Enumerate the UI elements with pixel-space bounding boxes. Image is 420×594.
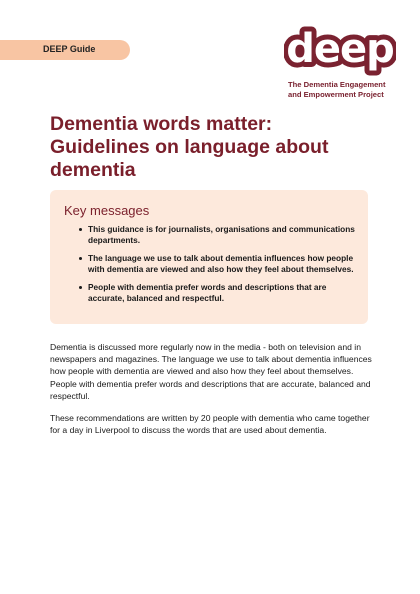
deep-logo-subtitle-line1: The Dementia Engagement — [288, 80, 386, 89]
body-paragraph-2: These recommendations are written by 20 people with dementia who came together for a day in Liverpool to discuss the words that are used about dementia. — [50, 413, 370, 436]
key-messages-list — [88, 224, 358, 311]
key-message-item: This guidance is for journalists, organisations and communications departments. — [88, 224, 358, 246]
deep-logo-text: deep — [286, 26, 394, 72]
deep-logo-wordmark — [284, 22, 396, 80]
page-title-line3: dementia — [50, 159, 136, 181]
key-message-item: The language we use to talk about dementia influences how people with dementia are viewed and also how they feel about themselves. — [88, 253, 358, 275]
deep-logo-subtitle — [288, 80, 400, 100]
section-tab — [0, 40, 130, 60]
key-messages-heading: Key messages — [64, 203, 150, 218]
page-title-line1: Dementia words matter: — [50, 113, 273, 135]
section-tab-label: DEEP Guide — [43, 44, 96, 54]
page-title-line2: Guidelines on language about — [50, 136, 329, 158]
page-title — [50, 113, 380, 182]
key-messages-box — [50, 190, 368, 324]
deep-logo — [284, 22, 396, 114]
key-message-item: People with dementia prefer words and descriptions that are accurate, balanced and respectful. — [88, 282, 358, 304]
body-paragraph-1: Dementia is discussed more regularly now in the media - both on television and in newspapers and magazines. The language we use to talk about dementia influences how people with dementia are viewed and also how they feel about themselves. People with dementia prefer words and descriptions that are accurate, balanced and respectful. — [50, 342, 372, 401]
deep-logo-subtitle-line2: and Empowerment Project — [288, 90, 384, 99]
